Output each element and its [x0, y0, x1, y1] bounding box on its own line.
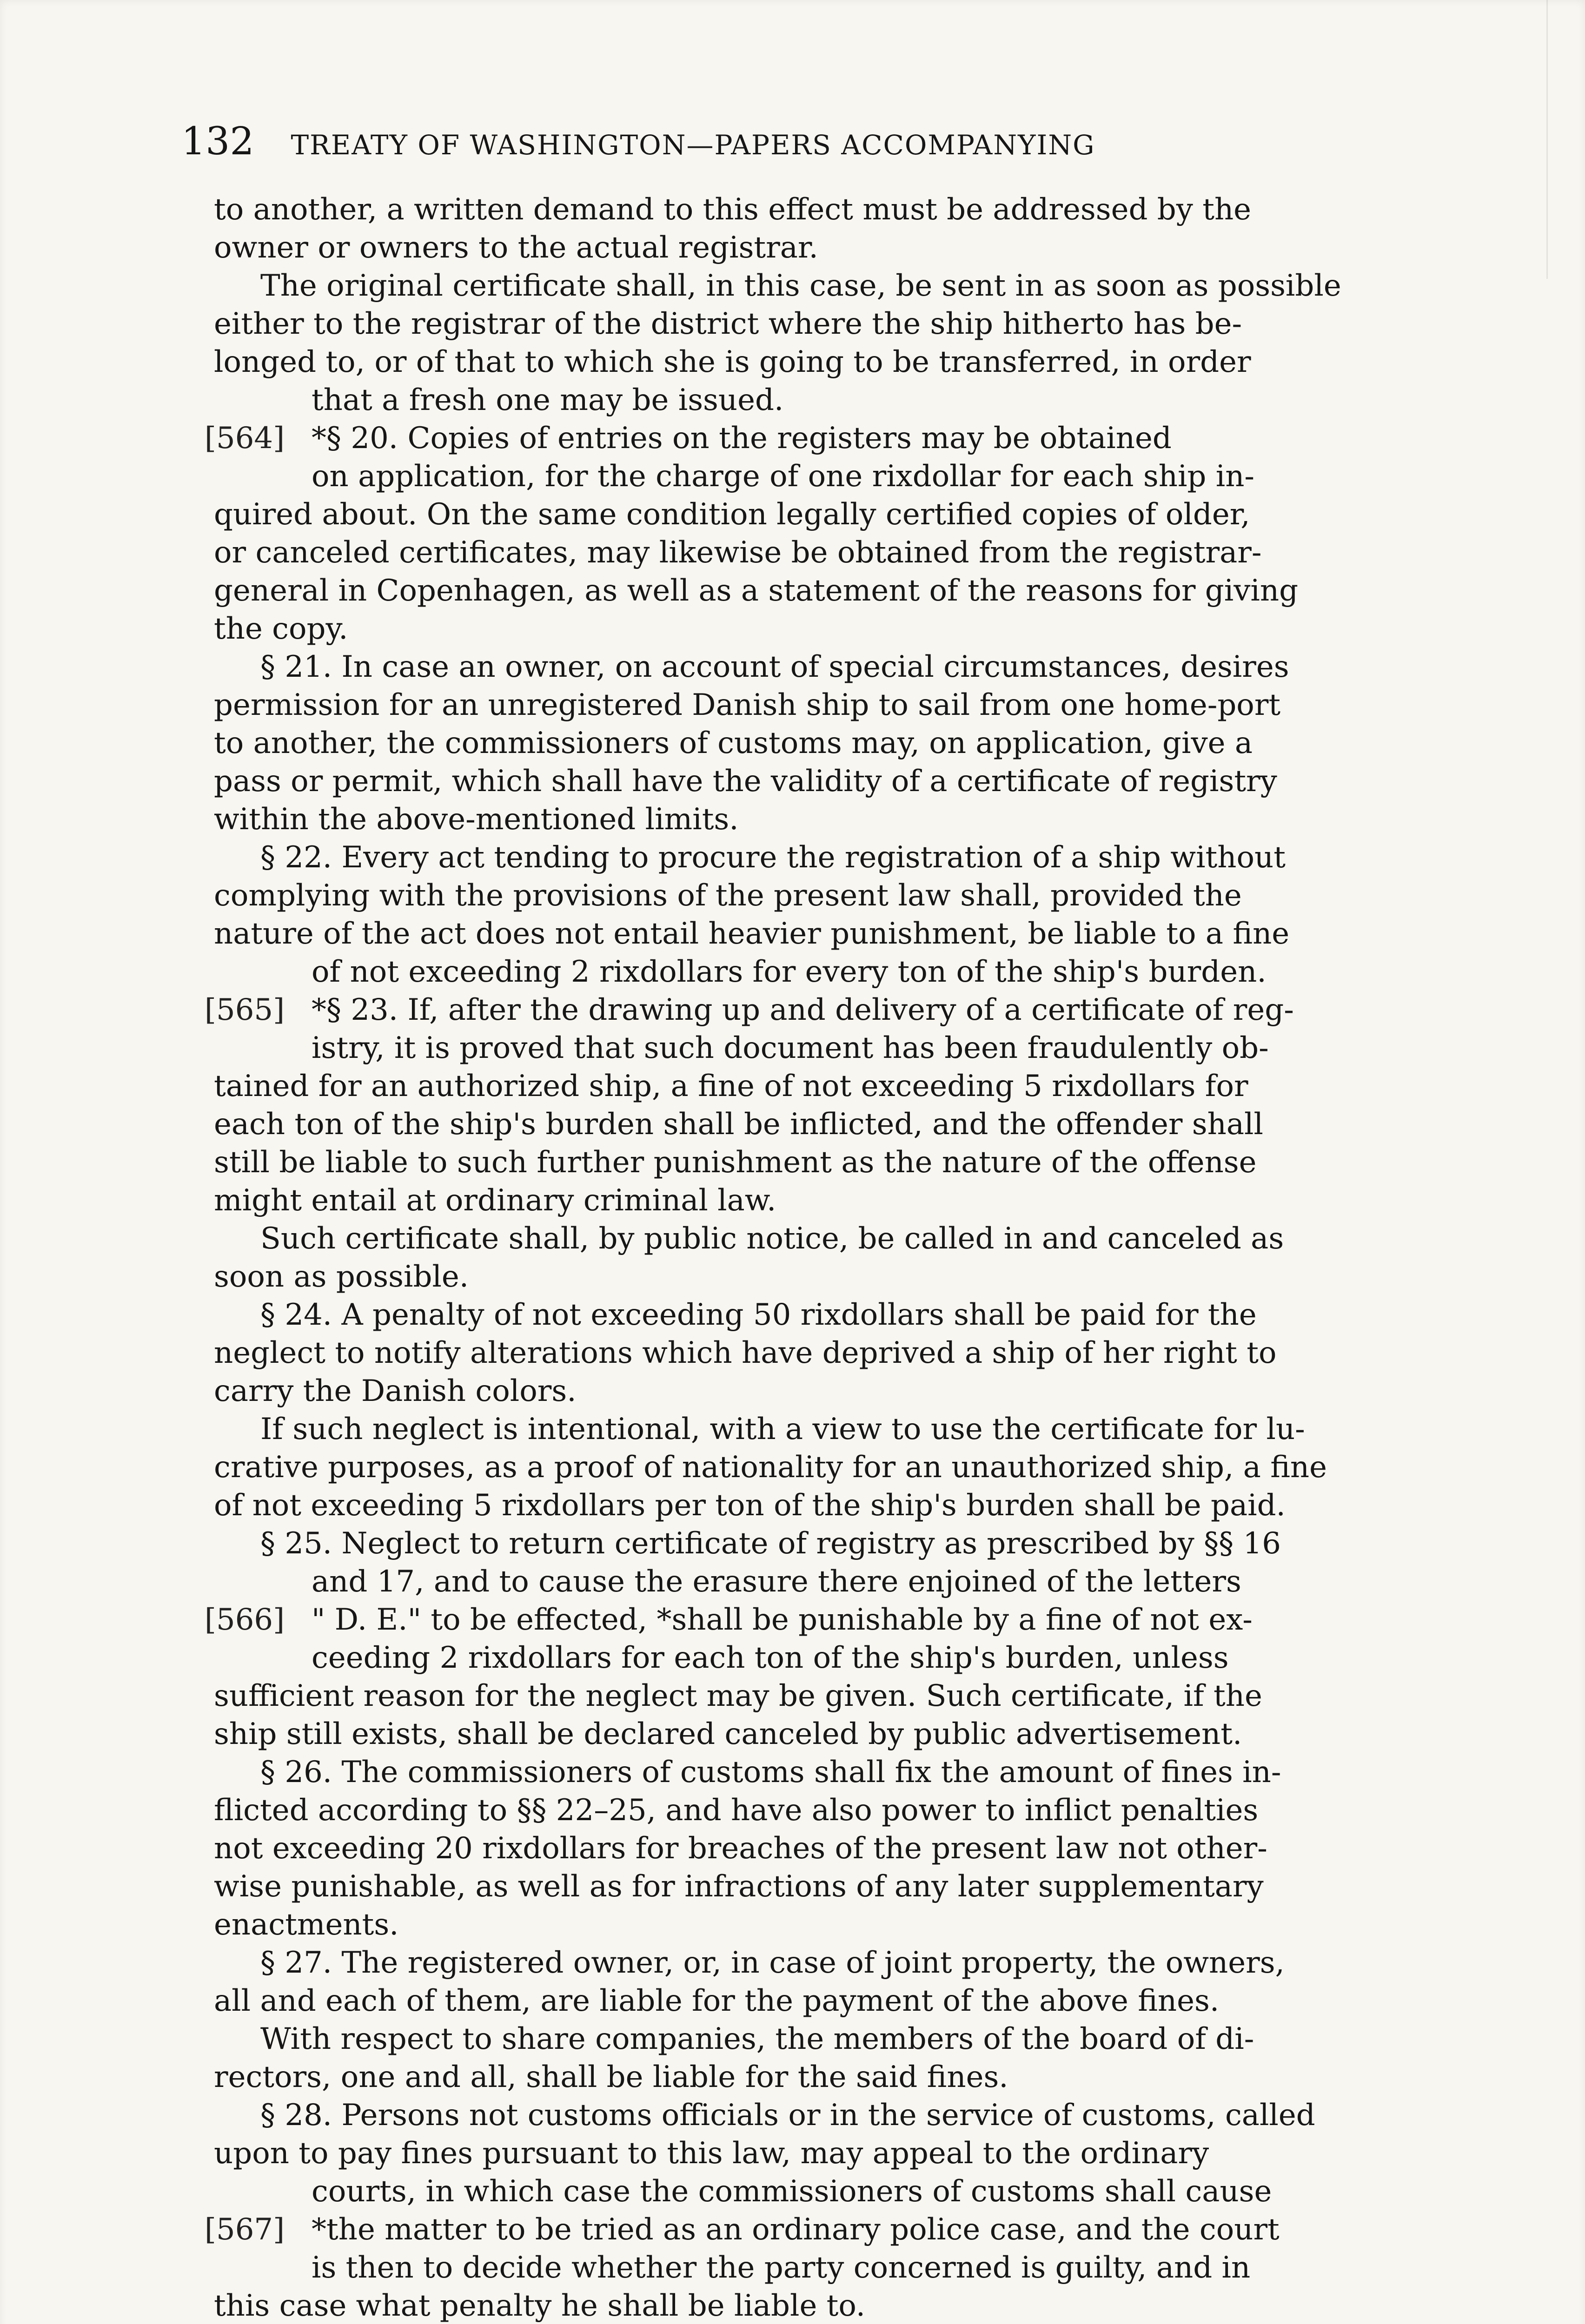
line-text: complying with the provisions of the present law shall, provided the: [214, 878, 1242, 913]
running-title: TREATY OF WASHINGTON—PAPERS ACCOMPANYING: [291, 129, 1095, 161]
line-text: and 17, and to cause the erasure there enjoined of the letters: [312, 1565, 1241, 1599]
text-line: [214, 1639, 1432, 1677]
line-text: If such neglect is intentional, with a view to use the certificate for lu-: [260, 1412, 1305, 1446]
text-line: [214, 2096, 1432, 2134]
line-text: carry the Danish colors.: [214, 1374, 577, 1408]
line-text: crative purposes, as a proof of nationality for an unauthorized ship, a fine: [214, 1450, 1327, 1485]
line-text: owner or owners to the actual registrar.: [214, 231, 818, 265]
text-line: [214, 915, 1432, 953]
text-line: [214, 2020, 1432, 2058]
text-line: [214, 1143, 1432, 1182]
text-line: [214, 2058, 1432, 2096]
line-text: flicted according to §§ 22–25, and have also power to inflict penalties: [214, 1793, 1259, 1828]
line-text: or canceled certificates, may likewise be obtained from the registrar-: [214, 535, 1262, 570]
line-text: § 24. A penalty of not exceeding 50 rixdollars shall be paid for the: [260, 1298, 1257, 1332]
line-text: courts, in which case the commissioners of customs shall cause: [312, 2174, 1272, 2209]
line-text: permission for an unregistered Danish ship to sail from one home-port: [214, 688, 1281, 722]
line-text: quired about. On the same condition legally certified copies of older,: [214, 497, 1250, 532]
text-line: [214, 1944, 1432, 1982]
scan-margin-mark: [1491, 0, 1548, 279]
text-line: [205, 419, 1432, 457]
text-line: [214, 1296, 1432, 1334]
text-line: [214, 1410, 1432, 1448]
page-header: [181, 116, 1437, 167]
line-text: of not exceeding 5 rixdollars per ton of the ship's burden shall be paid.: [214, 1488, 1286, 1523]
text-line: [214, 1677, 1432, 1715]
line-text: general in Copenhagen, as well as a statement of the reasons for giving: [214, 574, 1299, 608]
text-line: [214, 800, 1432, 838]
text-line: [214, 686, 1432, 724]
line-text: is then to decide whether the party concerned is guilty, and in: [312, 2251, 1251, 2285]
line-text: longed to, or of that to which she is going to be transferred, in order: [214, 345, 1251, 379]
text-line: [214, 1563, 1432, 1601]
line-text: § 25. Neglect to return certificate of registry as prescribed by §§ 16: [260, 1526, 1281, 1561]
text-line: [214, 305, 1432, 343]
text-line: [214, 1258, 1432, 1296]
line-text: *§ 23. If, after the drawing up and delivery of a certificate of reg-: [312, 993, 1294, 1027]
line-text: on application, for the charge of one rixdollar for each ship in-: [312, 459, 1255, 494]
text-line: [214, 953, 1432, 991]
text-line: [214, 1105, 1432, 1143]
text-line: [214, 610, 1432, 648]
text-line: [214, 2287, 1432, 2324]
line-text: all and each of them, are liable for the payment of the above fines.: [214, 1984, 1220, 2018]
text-line: [214, 724, 1432, 762]
line-text: the copy.: [214, 612, 348, 646]
text-line: [214, 838, 1432, 877]
text-line: [214, 1486, 1432, 1525]
line-text: each ton of the ship's burden shall be inflicted, and the offender shall: [214, 1107, 1263, 1142]
text-line: [205, 1601, 1432, 1639]
text-line: [214, 534, 1432, 572]
text-line: [214, 267, 1432, 305]
line-text: this case what penalty he shall be liable to.: [214, 2289, 866, 2323]
line-text: *§ 20. Copies of entries on the registers may be obtained: [312, 421, 1172, 456]
line-text: within the above-mentioned limits.: [214, 802, 739, 837]
line-text: " D. E." to be effected, *shall be punishable by a fine of not ex-: [312, 1603, 1253, 1637]
line-text: either to the registrar of the district where the ship hitherto has be-: [214, 307, 1242, 341]
text-line: [214, 1715, 1432, 1753]
line-text: § 26. The commissioners of customs shall fix the amount of fines in-: [260, 1755, 1281, 1789]
text-line: [214, 1029, 1432, 1067]
line-text: The original certificate shall, in this case, be sent in as soon as possible: [260, 269, 1341, 303]
line-text: § 22. Every act tending to procure the registration of a ship without: [260, 840, 1286, 875]
line-text: to another, a written demand to this effect must be addressed by the: [214, 192, 1252, 227]
line-text: ceeding 2 rixdollars for each ton of the ship's burden, unless: [312, 1641, 1229, 1675]
line-text: § 28. Persons not customs officials or in the service of customs, called: [260, 2098, 1315, 2133]
text-line: [214, 495, 1432, 534]
line-text: that a fresh one may be issued.: [312, 383, 784, 417]
line-text: *the matter to be tried as an ordinary police case, and the court: [312, 2212, 1280, 2247]
line-text: enactments.: [214, 1908, 399, 1942]
text-line: [214, 762, 1432, 800]
line-text: tained for an authorized ship, a fine of not exceeding 5 rixdollars for: [214, 1069, 1248, 1103]
text-line: [214, 1372, 1432, 1410]
text-line: [214, 648, 1432, 686]
text-line: [214, 1791, 1432, 1829]
text-line: [214, 1220, 1432, 1258]
line-text: § 21. In case an owner, on account of special circumstances, desires: [260, 650, 1289, 684]
line-text: soon as possible.: [214, 1260, 469, 1294]
line-text: neglect to notify alterations which have deprived a ship of her right to: [214, 1336, 1277, 1370]
line-text: nature of the act does not entail heavier punishment, be liable to a fine: [214, 917, 1290, 951]
text-line: [214, 572, 1432, 610]
text-line: [214, 2249, 1432, 2287]
text-line: [214, 1868, 1432, 1906]
marginal-page-reference: [567]: [205, 2212, 285, 2247]
line-text: might entail at ordinary criminal law.: [214, 1183, 776, 1218]
text-line: [214, 381, 1432, 419]
text-line: [214, 1525, 1432, 1563]
text-line: [214, 1067, 1432, 1105]
line-text: not exceeding 20 rixdollars for breaches of the present law not other-: [214, 1831, 1267, 1866]
line-text: Such certificate shall, by public notice, be called in and canceled as: [260, 1221, 1284, 1256]
marginal-page-reference: [566]: [205, 1603, 285, 1637]
text-line: [214, 1906, 1432, 1944]
line-text: still be liable to such further punishment as the nature of the offense: [214, 1145, 1257, 1180]
page-number: 132: [181, 119, 254, 164]
line-text: to another, the commissioners of customs may, on application, give a: [214, 726, 1253, 760]
text-line: [205, 991, 1432, 1029]
text-line: [214, 877, 1432, 915]
text-line: [214, 1753, 1432, 1791]
text-line: [214, 1982, 1432, 2020]
text-line: [214, 2172, 1432, 2211]
line-text: § 27. The registered owner, or, in case of joint property, the owners,: [260, 1946, 1285, 1980]
line-text: istry, it is proved that such document has been fraudulently ob-: [312, 1031, 1269, 1065]
line-text: rectors, one and all, shall be liable for the said fines.: [214, 2060, 1008, 2094]
line-text: wise punishable, as well as for infractions of any later supplementary: [214, 1869, 1264, 1904]
line-text: With respect to share companies, the members of the board of di-: [260, 2022, 1254, 2056]
line-text: ship still exists, shall be declared canceled by public advertisement.: [214, 1717, 1242, 1751]
line-text: sufficient reason for the neglect may be given. Such certificate, if the: [214, 1679, 1262, 1713]
text-line: [214, 457, 1432, 495]
line-text: upon to pay fines pursuant to this law, may appeal to the ordinary: [214, 2136, 1209, 2171]
text-line: [205, 2211, 1432, 2249]
text-line: [214, 2134, 1432, 2172]
text-line: [214, 191, 1432, 229]
text-line: [214, 343, 1432, 381]
text-line: [214, 229, 1432, 267]
document-body: [205, 191, 1432, 2324]
text-line: [214, 1448, 1432, 1486]
text-line: [214, 1334, 1432, 1372]
text-line: [214, 1182, 1432, 1220]
line-text: pass or permit, which shall have the validity of a certificate of registry: [214, 764, 1277, 799]
text-line: [214, 1829, 1432, 1868]
line-text: of not exceeding 2 rixdollars for every ton of the ship's burden.: [312, 955, 1267, 989]
marginal-page-reference: [565]: [205, 993, 285, 1027]
marginal-page-reference: [564]: [205, 421, 285, 456]
